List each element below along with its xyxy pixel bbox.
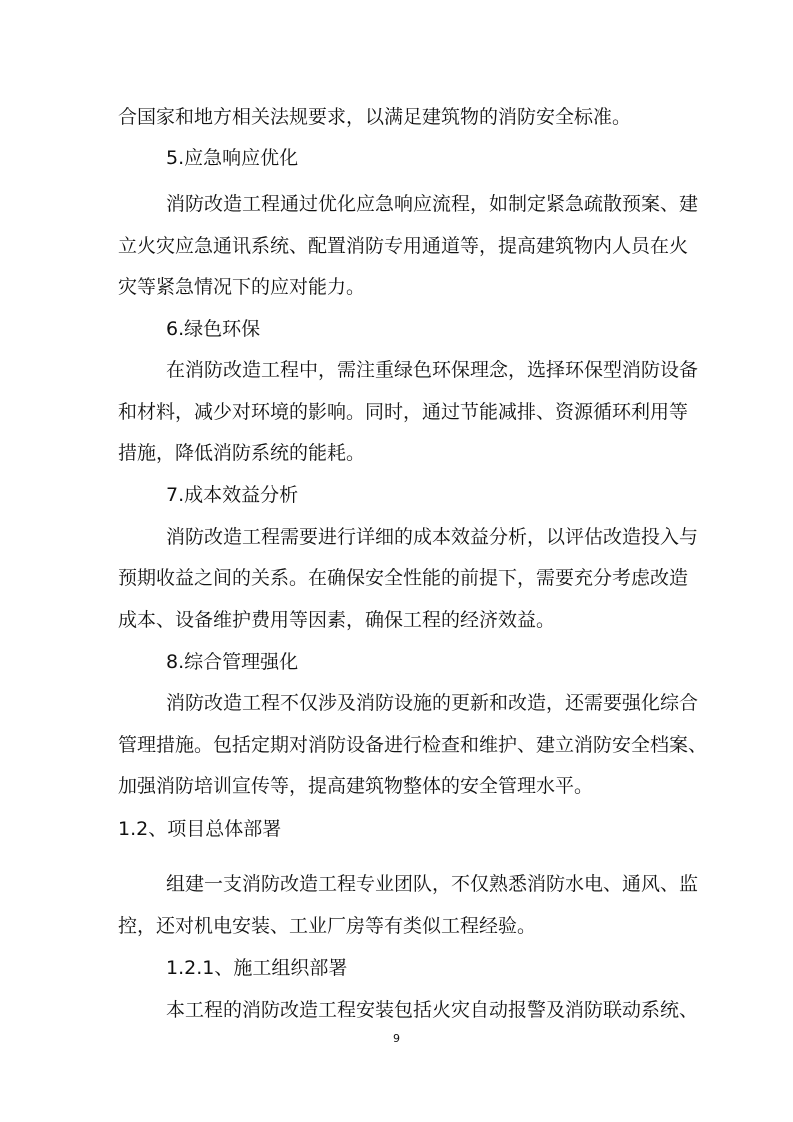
chapter-heading: 1.2、项目总体部署 [118,818,282,840]
paragraph-line: 立火灾应急通讯系统、配置消防专用通道等，提高建筑物内人员在火 [118,235,689,257]
paragraph-line: 在消防改造工程中，需注重绿色环保理念，选择环保型消防设备 [166,359,699,381]
page-number: 9 [393,1032,400,1045]
paragraph-line: 管理措施。包括定期对消防设备进行检查和维护、建立消防安全档案、 [118,734,708,756]
paragraph-line: 消防改造工程通过优化应急响应流程，如制定紧急疏散预案、建 [166,193,699,215]
section-heading: 8.综合管理强化 [166,651,299,673]
paragraph-line: 预期收益之间的关系。在确保安全性能的前提下，需要充分考虑改造 [118,567,689,589]
paragraph-line: 合国家和地方相关法规要求，以满足建筑物的消防安全标准。 [118,106,632,128]
paragraph-line: 成本、设备维护费用等因素，确保工程的经济效益。 [118,609,556,631]
subsection-heading: 1.2.1、施工组织部署 [166,957,348,979]
paragraph-line: 灾等紧急情况下的应对能力。 [118,276,366,298]
section-heading: 7.成本效益分析 [166,484,299,506]
paragraph-line: 本工程的消防改造工程安装包括火灾自动报警及消防联动系统、 [166,999,699,1021]
paragraph-line: 措施，降低消防系统的能耗。 [118,442,366,464]
section-heading: 5.应急响应优化 [166,147,299,169]
paragraph-line: 加强消防培训宣传等，提高建筑物整体的安全管理水平。 [118,775,594,797]
paragraph-line: 和材料，减少对环境的影响。同时，通过节能减排、资源循环利用等 [118,401,689,423]
paragraph-line: 消防改造工程需要进行详细的成本效益分析，以评估改造投入与 [166,526,699,548]
paragraph-line: 消防改造工程不仅涉及消防设施的更新和改造，还需要强化综合 [166,692,699,714]
paragraph-line: 组建一支消防改造工程专业团队，不仅熟悉消防水电、通风、监 [166,873,699,895]
section-heading: 6.绿色环保 [166,318,261,340]
paragraph-line: 控，还对机电安装、工业厂房等有类似工程经验。 [118,915,537,937]
